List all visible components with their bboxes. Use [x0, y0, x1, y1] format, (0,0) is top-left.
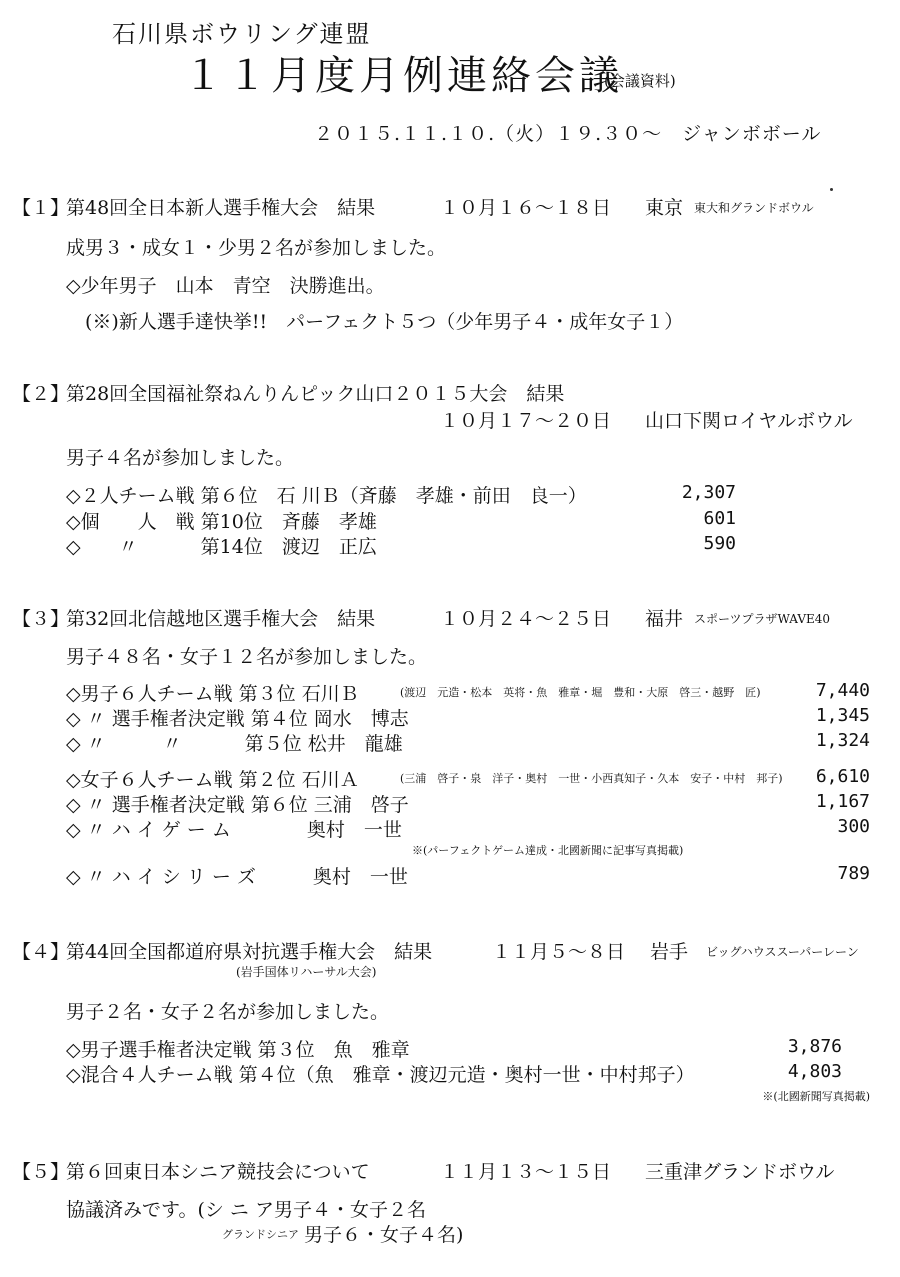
section-2-title: 第28回全国福祉祭ねんりんピック山口２０１５大会 結果 [66, 383, 565, 405]
section-4-title: 第44回全国都道府県対抗選手権大会 結果 [66, 941, 433, 963]
section-3-row-text: ◇ 〃 選手権者決定戦 第６位 三浦 啓子 [66, 794, 409, 816]
section-1-number: 【１】 [12, 197, 70, 219]
section-2-number: 【２】 [12, 383, 70, 405]
section-5-dates: １１月１３～１５日 [440, 1161, 612, 1183]
section-4-row-score: 3,876 [787, 1036, 842, 1057]
section-4-subtitle: (岩手国体リハーサル大会) [236, 965, 377, 979]
section-1-venue: 東大和グランドボウル [694, 201, 814, 215]
section-3-row-score: 1,167 [815, 791, 870, 812]
section-4-number: 【４】 [12, 941, 70, 963]
section-3-row-score: 1,324 [815, 730, 870, 751]
section-3-row-text: ◇ 〃 ハ イ ゲ ー ム 奥村 一世 [66, 819, 402, 841]
section-2-line-1: 男子４名が参加しました。 [66, 447, 295, 469]
section-5-place: 三重津グランドボウル [645, 1161, 835, 1183]
section-2-row-score: 2,307 [681, 482, 736, 503]
section-3-row-score: 300 [837, 816, 870, 837]
section-1-place: 東京 [645, 197, 684, 219]
section-3-row-score: 7,440 [815, 680, 870, 701]
section-4-row-text: ◇混合４人チーム戦 第４位（魚 雅章・渡辺元造・奥村一世・中村邦子） [66, 1064, 695, 1086]
section-3-row-text: ◇女子６人チーム戦 第２位 石川Ａ [66, 769, 359, 791]
section-3-row-members: (三浦 啓子・泉 洋子・奥村 一世・小西真知子・久本 安子・中村 邦子) [400, 772, 783, 785]
section-3-note: ※(パーフェクトゲーム達成・北國新聞に記事写真掲載) [412, 844, 684, 857]
section-2-row-text: ◇個 人 戦 第10位 斉藤 孝雄 [66, 511, 377, 533]
section-4-dates: １１月５～８日 [492, 941, 626, 963]
section-3-title: 第32回北信越地区選手権大会 結果 [66, 608, 376, 630]
page-subtitle: (会議資料) [604, 72, 676, 90]
section-1-line-1: 成男３・成女１・少男２名が参加しました。 [66, 237, 447, 259]
section-5-grand-senior-label: グランドシニア [222, 1228, 299, 1241]
section-3-row-text: ◇男子６人チーム戦 第３位 石川Ｂ [66, 683, 359, 705]
section-2-dates: １０月１７～２０日 [440, 410, 612, 432]
section-5-line-2: 男子６・女子４名) [304, 1224, 464, 1246]
section-5-title: 第６回東日本シニア競技会について [66, 1161, 370, 1183]
section-3-row-score: 6,610 [815, 766, 870, 787]
section-3-row-score: 789 [837, 863, 870, 884]
section-1-line-2: ◇少年男子 山本 青空 決勝進出。 [66, 275, 385, 297]
section-3-line-1: 男子４８名・女子１２名が参加しました。 [66, 646, 428, 668]
section-5-number: 【５】 [12, 1161, 70, 1183]
section-3-dates: １０月２４～２５日 [440, 608, 612, 630]
section-4-line-1: 男子２名・女子２名が参加しました。 [66, 1001, 390, 1023]
section-3-place: 福井 [645, 608, 684, 630]
section-3-row-text: ◇ 〃 〃 第５位 松井 龍雄 [66, 733, 403, 755]
section-4-venue: ビッグハウススーパーレーン [706, 945, 859, 959]
meeting-date-venue: ２０１５.１１.１０.（火）１９.３０～ ジャンボボール [314, 123, 822, 145]
section-5-line-1: 協議済みです。(シ ニ ア男子４・女子２名 [66, 1199, 426, 1221]
section-4-row-score: 4,803 [787, 1061, 842, 1082]
organization-name: 石川県ボウリング連盟 [112, 20, 372, 48]
page-title: １１月度月例連絡会議 [183, 53, 623, 99]
section-3-row-text: ◇ 〃 ハ イ シ リ ー ズ 奥村 一世 [66, 866, 408, 888]
section-4-note: ※(北國新聞写真掲載) [762, 1090, 870, 1103]
section-2-row-score: 590 [703, 533, 736, 554]
speck-mark [830, 188, 833, 191]
section-4-place: 岩手 [650, 941, 689, 963]
section-2-place: 山口下関ロイヤルボウル [645, 410, 853, 432]
section-4-row-text: ◇男子選手権者決定戦 第３位 魚 雅章 [66, 1039, 410, 1061]
section-3-row-text: ◇ 〃 選手権者決定戦 第４位 岡水 博志 [66, 708, 409, 730]
section-1-line-3: (※)新人選手達快挙!! パーフェクト５つ（少年男子４・成年女子１） [85, 311, 684, 333]
section-1-dates: １０月１６～１８日 [440, 197, 612, 219]
section-3-row-members: (渡辺 元造・松本 英将・魚 雅章・堀 豊和・大原 啓三・越野 匠) [400, 686, 761, 699]
section-2-row-text: ◇２人チーム戦 第６位 石 川Ｂ（斉藤 孝雄・前田 良一） [66, 485, 587, 507]
section-3-number: 【３】 [12, 608, 70, 630]
section-3-row-score: 1,345 [815, 705, 870, 726]
section-3-venue: スポーツプラザWAVE40 [694, 612, 831, 626]
section-2-row-score: 601 [703, 508, 736, 529]
section-1-title: 第48回全日本新人選手権大会 結果 [66, 197, 376, 219]
section-2-row-text: ◇ 〃 第14位 渡辺 正広 [66, 536, 377, 558]
